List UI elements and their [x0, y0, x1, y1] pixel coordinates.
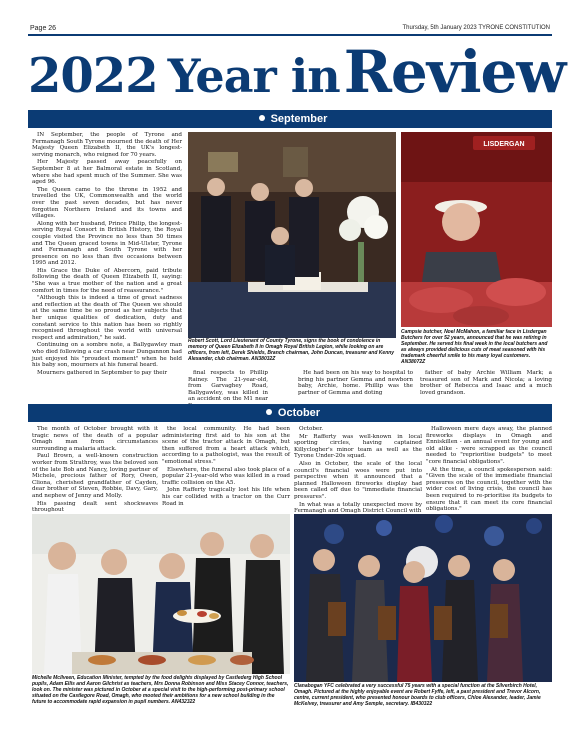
article-paragraph: "Although this is indeed a time of great sadness and reflection at the death of The Queen we should at the same time be so proud as her subjects that her unique qualities of dedication, duty and constant service to this nation has been so rightly recognised throughout the world with universal respect and admiration," he said. — [32, 295, 182, 341]
article-paragraph: Along with her husband, Prince Philip, the longest-serving Royal Consort in British History, the Royal couple visited the Province no less than 50 times and The Queen graced towns in Mid-Ulster, Tyrone and Fermanagh and South Tyrone with her presence on no less than five occasions between 1995 and 2012. — [32, 220, 182, 267]
article-paragraph: His passing dealt sent shockwaves throughout — [32, 500, 158, 514]
september-section-header — [28, 110, 552, 128]
banner-review: Review — [343, 38, 566, 106]
bullet-dot-icon — [259, 115, 265, 121]
september-article-column-2 — [188, 370, 268, 403]
article-paragraph: At the time, a council spokesperson said: "Given the scale of the immediate financial pressures on the council, together with the wider cost of living crisis, the council has been required to re-prioritise its budgets to ensure that it can meet its core financial obligations." — [426, 466, 552, 513]
article-paragraph: October. — [299, 426, 324, 432]
banner-year: 2022 — [28, 48, 158, 104]
article-paragraph: Elsewhere, the funeral also took place of a popular 21-year-old who was killed in a road traffic collision on the A5. — [162, 466, 290, 486]
banner-title — [28, 36, 565, 104]
banner-year-in: Year in — [167, 49, 340, 103]
condolence-photo-caption: Robert Scott, Lord Lieutenant of County Tyrone, signs the book of condolence in memory of Queen Elizabeth II in Omagh Royal British Legion, while looking on are officers, from left, Derek Shields, Branch chairman, John Duncan, treasurer and Kenny Alexander, club chairman. AN38032Z — [188, 338, 395, 362]
shop-sign-text: LISDERGAN — [483, 141, 525, 148]
article-paragraph: Also in October, the scale of the local council's financial woes were put into perspective when it announced that a planned Halloween fireworks display had been called off due to "immediate financial pressures". — [294, 460, 422, 500]
article-paragraph: Halloween mere days away, the planned fireworks displays in Omagh and Enniskillen - an annual event for young and old alike - were scrapped as the council needed to "reprioritise budgets" to meet "core financial obligations". — [426, 426, 552, 465]
october-article-column-3 — [294, 426, 422, 514]
september-article-column-4 — [420, 370, 552, 400]
october-article-column-4 — [426, 426, 552, 514]
butcher-photo-caption: Campsie butcher, Noel McMahon, a familiar face in Lisdergan Butchers for over 52 years, announced that he was retiring in September. He served his final week in the local butchers and as always provided delicious cuts of meat seasoned with his trademark cheerful smile to his many loyal customers. AN38072Z — [401, 329, 548, 365]
october-article-column-1 — [32, 426, 158, 514]
article-paragraph: father of baby Archie William Mark; a treasured son of Mark and Nicola; a loving brother of Rebecca and Isaac and a much loved grandson. — [420, 370, 552, 396]
article-paragraph: The Queen came to the throne in 1952 and travelled the UK, Commonwealth and the world over the past seven decades, but has never forgotten Northern Ireland and its towns and villages. — [32, 186, 182, 220]
condolence-book-photo — [188, 132, 396, 338]
october-article-column-2 — [162, 426, 290, 514]
article-paragraph: Mourners gathered in September to pay their — [37, 369, 167, 376]
september-article-column-3 — [298, 370, 413, 400]
clanabogan-yfc-photo — [294, 514, 552, 682]
september-title: September — [270, 113, 328, 125]
september-article-column-1 — [32, 132, 182, 395]
article-paragraph: Continuing on a sombre note, a Ballygawley man who died following a car crash near Dungannon had just enjoyed his "proudest moment" when he held his baby son, mourners at his funeral heard. — [32, 342, 182, 369]
article-paragraph: the local community. He had been administering first aid to his son at the scene of the tractor attack in Omagh, but then suffered from a heart attack which, according to a pathologist, was the result of "emotional stress." — [162, 426, 290, 465]
article-paragraph: In what was a totally unexpected move by Fermanagh and Omagh District Council with — [294, 501, 422, 515]
october-title: October — [277, 407, 321, 419]
clanabogan-yfc-caption: Clanabogan YFC celebrated a very successful 75 years with a special function at the Silverbirch Hotel, Omagh. Pictured at the highly enjoyable event are Robert Fyffe, left, a past president and Trevor Alcorn, centre, current president, who presented honour boards to club officers, Chloe Alexander, leader, Jamie McKelvey, treasurer and Amy Semple, secretary. IB430322 — [294, 683, 541, 707]
october-section-header — [28, 404, 552, 422]
article-paragraph: The month of October brought with it tragic news of the death of a popular Omagh man from circumstances surrounding a malaria attack. — [32, 426, 158, 452]
article-paragraph: IN September, the people of Tyrone and Fermanagh South Tyrone mourned the death of Her Majesty Queen Elizabeth II, the UK's longest-serving monarch, who reigned for 70 years. — [32, 132, 182, 158]
article-paragraph: He had been on his way to hospital to bring his partner Gemma and newborn baby, Archie, home. Phillip was the partner of Gemma and doting — [298, 370, 413, 396]
publication-date-line: Thursday, 5th January 2023 TYRONE CONSTITUTION — [402, 25, 550, 31]
article-paragraph: Her Majesty passed away peacefully on September 8 at her Balmoral estate in Scotland, where she had spent much of the Summer. She was aged 96. — [32, 159, 182, 186]
butcher-photo — [401, 132, 552, 327]
article-paragraph: final respects to Phillip Rainey. The 21-year-old, from Garvaghey Road, Ballygawley, was killed in an accident on the M1 near — [188, 370, 268, 403]
article-paragraph: His Grace the Duke of Abercorn, paid tribute following the death of Queen Elizabeth II, saying: "She was a true mother of the nation and a great comfort in times for the need of reassurance." — [32, 267, 182, 294]
education-minister-caption: Michelle McIlveen, Education Minister, tempted by the food delights displayed by Castlederg High School pupils, Adam Ellis and Aaron Gilchrist as teachers, Mrs Donna Robinson and Miss Stacey Connor, teachers, look on. The minister was pictured in October at a special visit to the high-performing post-primary school situated on the Castlegore Road, Omagh, who mooted their ambitions for a new school building in the future to accommodate rapid expansion in pupil numbers. AN432322 — [32, 675, 289, 705]
bullet-dot-icon — [266, 409, 272, 415]
page-number: Page 26 — [30, 25, 57, 32]
education-minister-photo — [32, 514, 290, 674]
year-in-review-banner — [28, 34, 566, 106]
article-paragraph: Mr Rafferty was well-known in local sporting circles, having captained Killyclogher's minor team as well as the Tyrone Under-20s squad. — [294, 433, 422, 460]
article-paragraph: Paul Brown, a well-known construction worker from Strathroy, was the beloved son of the late Bob and Nancy, loving partner of Michele, precious father of Rory, Owen, Cliona, cherished grandfather of Cayden, dear brother of Steven, Robbie, Davy, Gary, and nephew of Jenny and Molly. — [32, 453, 158, 499]
article-paragraph: John Rafferty tragically lost his life when his car collided with a tractor on the Curr Road in — [162, 487, 290, 507]
